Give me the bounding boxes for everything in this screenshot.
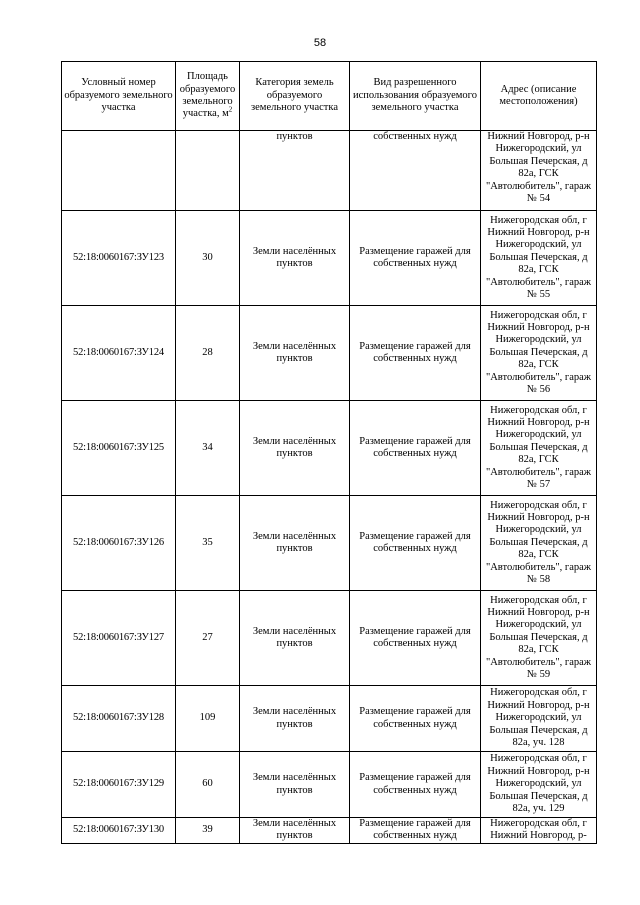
cell-plot-number: 52:18:0060167:ЗУ129 (62, 752, 176, 818)
cell-land-category: пунктов (240, 131, 350, 211)
cell-plot-number: 52:18:0060167:ЗУ127 (62, 591, 176, 686)
cell-plot-area: 109 (176, 686, 240, 752)
page-number: 58 (313, 37, 327, 49)
table-row (62, 818, 597, 844)
cell-plot-area: 27 (176, 591, 240, 686)
header-land-category: Категория земель образуемого земельного участка (240, 62, 350, 131)
cell-plot-number: 52:18:0060167:ЗУ123 (62, 211, 176, 306)
table-row (62, 752, 597, 818)
cell-address: Нижегородская обл, г Нижний Новгород, р-н Нижегородский, ул Большая Печерская, д 82а, уч. 129 (481, 752, 597, 818)
header-plot-area-text: Площадь образуемого земельного участка, м (179, 71, 236, 120)
cell-permitted-use: Размещение гаражей для собственных нужд (350, 818, 481, 844)
cell-permitted-use: собственных нужд (350, 131, 481, 211)
cell-address: Нижегородская обл, г Нижний Новгород, р-н Нижегородский, ул Большая Печерская, д 82а, уч. 128 (481, 686, 597, 752)
header-plot-area (176, 62, 240, 131)
cell-plot-area: 39 (176, 818, 240, 844)
cell-address: Нижегородская обл, г Нижний Новгород, р-н Нижегородский, ул Большая Печерская, д 82а, ГСК "Автолюбитель", гараж № 56 (481, 306, 597, 401)
cell-plot-area: 30 (176, 211, 240, 306)
cell-land-category: Земли населённых пунктов (240, 591, 350, 686)
table-row (62, 496, 597, 591)
table-header-row (62, 62, 597, 131)
cell-address: Нижегородская обл, г Нижний Новгород, р- (481, 818, 597, 844)
cell-plot-area: 34 (176, 401, 240, 496)
cell-land-category: Земли населённых пунктов (240, 496, 350, 591)
cell-address: Нижегородская обл, г Нижний Новгород, р-н Нижегородский, ул Большая Печерская, д 82а, ГСК "Автолюбитель", гараж № 58 (481, 496, 597, 591)
cell-permitted-use: Размещение гаражей для собственных нужд (350, 306, 481, 401)
table-row (62, 211, 597, 306)
cell-land-category: Земли населённых пунктов (240, 818, 350, 844)
cell-permitted-use: Размещение гаражей для собственных нужд (350, 211, 481, 306)
cell-plot-number: 52:18:0060167:ЗУ126 (62, 496, 176, 591)
table-row (62, 591, 597, 686)
cell-permitted-use: Размещение гаражей для собственных нужд (350, 752, 481, 818)
cell-land-category: Земли населённых пунктов (240, 752, 350, 818)
land-plots-table (61, 61, 597, 844)
cell-address: Нижегородская обл, г Нижний Новгород, р-н Нижегородский, ул Большая Печерская, д 82а, ГСК "Автолюбитель", гараж № 55 (481, 211, 597, 306)
header-permitted-use: Вид разрешенного использования образуемого земельного участка (350, 62, 481, 131)
header-plot-number: Условный номер образуемого земельного участка (62, 62, 176, 131)
cell-plot-number (62, 131, 176, 211)
cell-land-category: Земли населённых пунктов (240, 211, 350, 306)
table-row (62, 686, 597, 752)
cell-land-category: Земли населённых пунктов (240, 401, 350, 496)
cell-permitted-use: Размещение гаражей для собственных нужд (350, 401, 481, 496)
cell-plot-area: 28 (176, 306, 240, 401)
cell-plot-area: 35 (176, 496, 240, 591)
cell-land-category: Земли населённых пунктов (240, 306, 350, 401)
cell-permitted-use: Размещение гаражей для собственных нужд (350, 591, 481, 686)
cell-permitted-use: Размещение гаражей для собственных нужд (350, 496, 481, 591)
table-row-continuation (62, 131, 597, 211)
table-row (62, 306, 597, 401)
cell-address: Нижегородская обл, г Нижний Новгород, р-н Нижегородский, ул Большая Печерская, д 82а, ГСК "Автолюбитель", гараж № 57 (481, 401, 597, 496)
cell-plot-area: 60 (176, 752, 240, 818)
cell-permitted-use: Размещение гаражей для собственных нужд (350, 686, 481, 752)
cell-plot-number: 52:18:0060167:ЗУ130 (62, 818, 176, 844)
cell-plot-number: 52:18:0060167:ЗУ125 (62, 401, 176, 496)
table-row (62, 401, 597, 496)
cell-address: Нижегородская обл, г Нижний Новгород, р-н Нижегородский, ул Большая Печерская, д 82а, ГСК "Автолюбитель", гараж № 59 (481, 591, 597, 686)
header-area-superscript: 2 (228, 105, 233, 114)
header-address: Адрес (описание местоположения) (481, 62, 597, 131)
cell-plot-number: 52:18:0060167:ЗУ124 (62, 306, 176, 401)
cell-address: Нижний Новгород, р-н Нижегородский, ул Большая Печерская, д 82а, ГСК "Автолюбитель", гараж № 54 (481, 131, 597, 211)
cell-plot-area (176, 131, 240, 211)
cell-land-category: Земли населённых пунктов (240, 686, 350, 752)
cell-plot-number: 52:18:0060167:ЗУ128 (62, 686, 176, 752)
